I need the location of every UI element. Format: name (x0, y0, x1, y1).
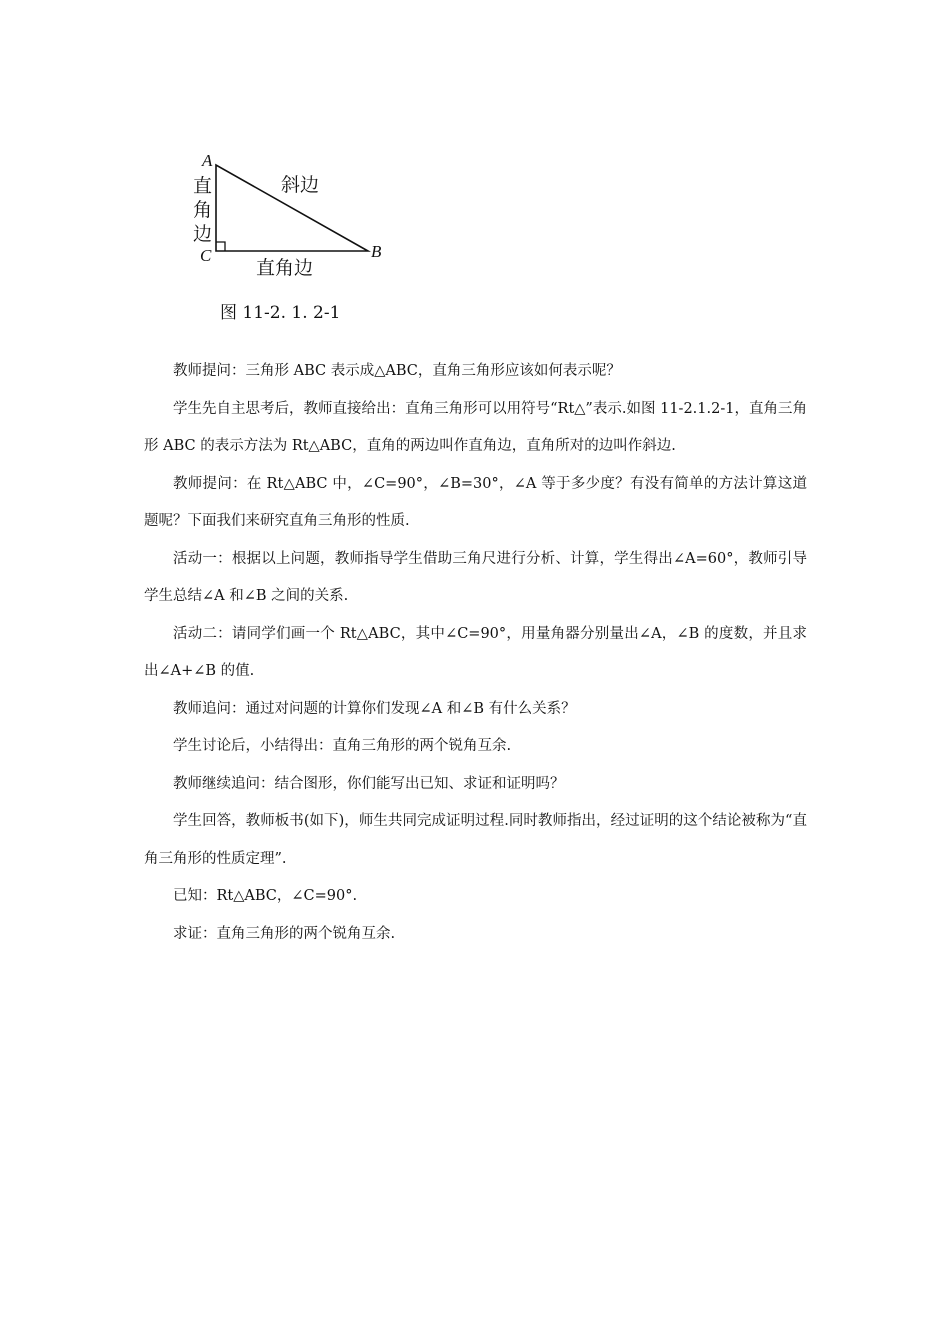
right-angle-mark (216, 242, 225, 251)
paragraph: 教师提问：在 Rt△ABC 中，∠C=90°，∠B=30°，∠A 等于多少度？有没有简单的方法计算这道题呢？下面我们来研究直角三角形的性质. (144, 475, 807, 529)
figure-caption: 图 11-2. 1. 2-1 (220, 303, 341, 323)
vertical-leg-char: 边 (193, 223, 213, 245)
paragraph: 求证：直角三角形的两个锐角互余. (173, 925, 396, 942)
paragraph: 教师提问：三角形 ABC 表示成△ABC，直角三角形应该如何表示呢？ (173, 363, 621, 379)
point-b-label: B (371, 242, 382, 261)
vertical-leg-char: 直 (193, 175, 213, 197)
paragraph: 活动二：请同学们画一个 Rt△ABC，其中∠C=90°，用量角器分别量出∠A，∠B 的度数，并且求出∠A+∠B 的值. (144, 625, 807, 679)
point-c-label: C (200, 246, 212, 265)
paragraph: 已知：Rt△ABC，∠C=90°. (173, 888, 358, 904)
lesson-text (144, 353, 807, 953)
paragraph: 教师继续追问：结合图形，你们能写出已知、求证和证明吗？ (173, 775, 565, 792)
paragraph: 学生回答，教师板书(如下)，师生共同完成证明过程.同时教师指出，经过证明的这个结论被称为“直角三角形的性质定理”. (144, 813, 807, 867)
paragraph: 学生讨论后，小结得出：直角三角形的两个锐角互余. (173, 738, 512, 754)
paragraph: 活动一：根据以上问题，教师指导学生借助三角尺进行分析、计算，学生得出∠A=60°，教师引导学生总结∠A 和∠B 之间的关系. (144, 550, 807, 604)
paragraph: 教师追问：通过对问题的计算你们发现∠A 和∠B 有什么关系？ (173, 700, 576, 717)
point-a-label: A (202, 151, 213, 170)
paragraph: 学生先自主思考后，教师直接给出：直角三角形可以用符号“Rt△”表示.如图 11-2.1.2-1，直角三角形 ABC 的表示方法为 Rt△ABC，直角的两边叫作直角边，直角所对的边叫作斜边. (144, 400, 807, 454)
right-triangle-figure (190, 148, 400, 328)
hypotenuse-label: 斜边 (281, 174, 320, 196)
vertical-leg-char: 角 (193, 199, 213, 221)
horizontal-leg-label: 直角边 (256, 257, 314, 279)
vertical-leg-label (193, 174, 213, 246)
